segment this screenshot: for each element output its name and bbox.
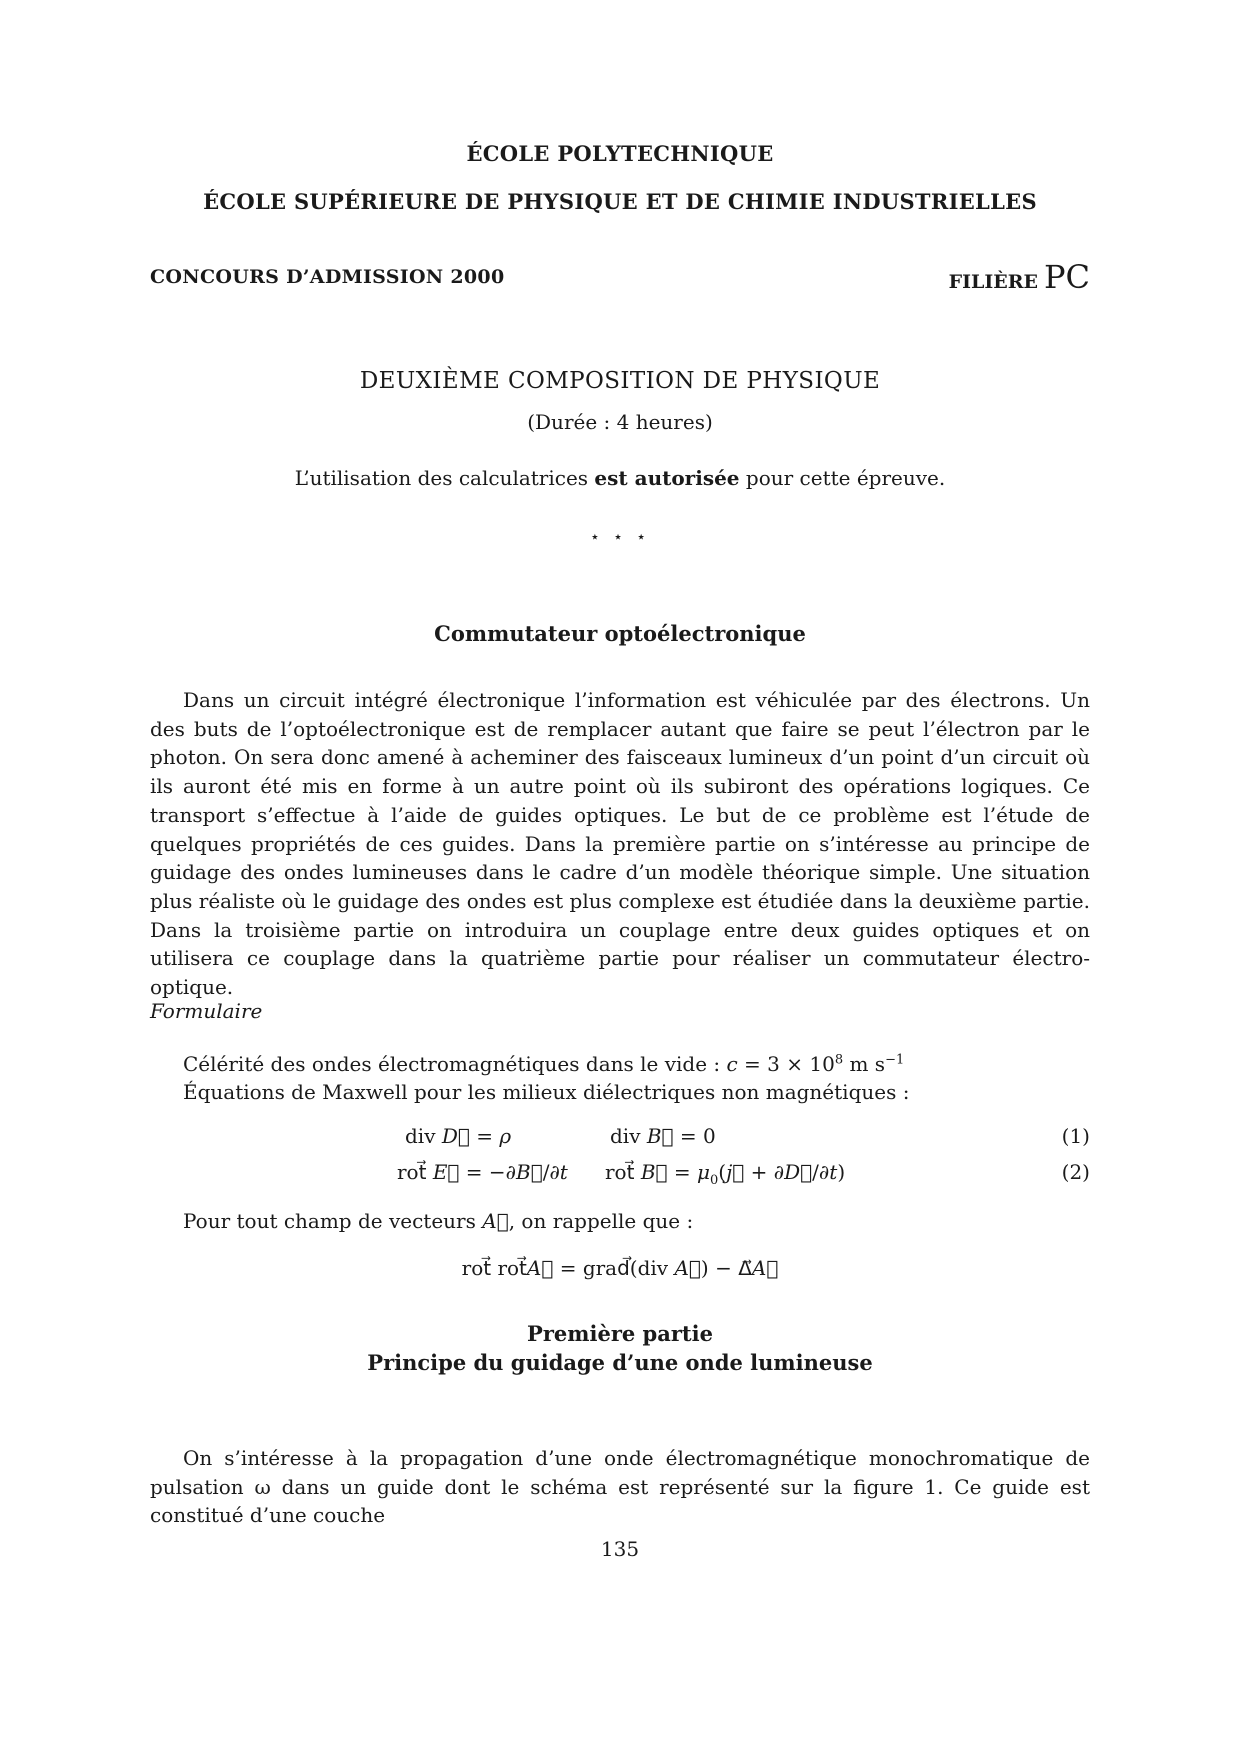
- filiere: [949, 258, 1090, 296]
- exam-page: [150, 0, 1090, 1754]
- pour-tout-before: Pour tout champ de vecteurs: [183, 1209, 483, 1233]
- maxwell-title: Équations de Maxwell pour les milieux diélectriques non magnétiques :: [183, 1080, 910, 1104]
- celerite-unit-exp: −1: [885, 1052, 905, 1068]
- celerite-c: c: [726, 1052, 738, 1076]
- part1-subtitle: Principe du guidage d’une onde lumineuse: [367, 1350, 873, 1375]
- vector-identity: rot⃗ rot⃗A⃗ = grad⃗(div A⃗) − Δ⃗A⃗: [461, 1256, 779, 1280]
- eq2-number: (2): [1061, 1160, 1090, 1184]
- institution-1: ÉCOLE POLYTECHNIQUE: [466, 141, 774, 166]
- celerite-eq: = 3 × 10: [737, 1052, 835, 1076]
- calc-before: L’utilisation des calculatrices: [294, 466, 595, 490]
- celerite-exp: 8: [834, 1052, 844, 1068]
- concours-row: [150, 258, 1090, 298]
- composition-title: DEUXIÈME COMPOSITION DE PHYSIQUE: [359, 368, 881, 394]
- eq-div-d: div D⃗ = ρ: [405, 1124, 512, 1148]
- filiere-label: FILIÈRE: [948, 271, 1038, 293]
- pour-tout-after: , on rappelle que :: [508, 1209, 694, 1233]
- eq1-number: (1): [1061, 1124, 1090, 1148]
- eq-div-b: div B⃗ = 0: [610, 1124, 716, 1148]
- eq-rot-e: rot⃗ E⃗ = −∂B⃗/∂t: [397, 1160, 568, 1184]
- filiere-value: PC: [1043, 258, 1090, 296]
- institution-2: ÉCOLE SUPÉRIEURE DE PHYSIQUE ET DE CHIMIE INDUSTRIELLES: [203, 189, 1037, 214]
- part1-paragraph: On s’intéresse à la propagation d’une onde électromagnétique monochromatique de pulsation ω dans un guide dont le schéma est représenté sur la figure 1. Ce guide est constitué d’une couche: [150, 1446, 1090, 1528]
- calc-after: pour cette épreuve.: [739, 466, 946, 490]
- intro-paragraph: Dans un circuit intégré électronique l’information est véhiculée par des électrons. Un des buts de l’optoélectronique est de remplacer autant que faire se peut l’électron par le photon. On sera donc amené à acheminer des faisceaux lumineux d’un point d’un circuit où ils auront été mis en forme à un autre point où ils subiront des opérations logiques. Ce transport s’effectue à l’aide de guides optiques. Le but de ce problème est l’étude de quelques propriétés de ces guides. Dans la première partie on s’intéresse au principe de guidage des ondes lumineuses dans le cadre d’un modèle théorique simple. Une situation plus réaliste où le guidage des ondes est plus complexe est étudiée dans la deuxième partie. Dans la troisième partie on introduira un couplage entre deux guides optiques et on utilisera ce couplage dans la quatrième partie pour réaliser un commutateur électro-optique.: [150, 688, 1090, 1000]
- part1-title: Première partie: [527, 1321, 713, 1346]
- page-number: 135: [600, 1537, 640, 1561]
- duration: (Durée : 4 heures): [527, 410, 713, 434]
- celerite-line: [183, 1052, 904, 1076]
- eq-rot-b: rot⃗ B⃗ = $\mu_0(j⃗$ + ∂D⃗/∂t): [605, 1160, 846, 1188]
- separator-stars: ⋆ ⋆ ⋆: [589, 527, 651, 546]
- concours-label: CONCOURS D’ADMISSION 2000: [150, 266, 505, 288]
- formulaire-label: Formulaire: [150, 999, 263, 1023]
- pour-tout-line: [183, 1209, 693, 1233]
- celerite-unit: m s: [843, 1052, 886, 1076]
- calculator-notice: [150, 466, 1090, 490]
- calc-bold: est autorisée: [594, 466, 740, 490]
- celerite-text: Célérité des ondes électromagnétiques dans le vide :: [183, 1052, 727, 1076]
- subject-title: Commutateur optoélectronique: [434, 621, 806, 646]
- vector-a: A⃗: [482, 1209, 509, 1233]
